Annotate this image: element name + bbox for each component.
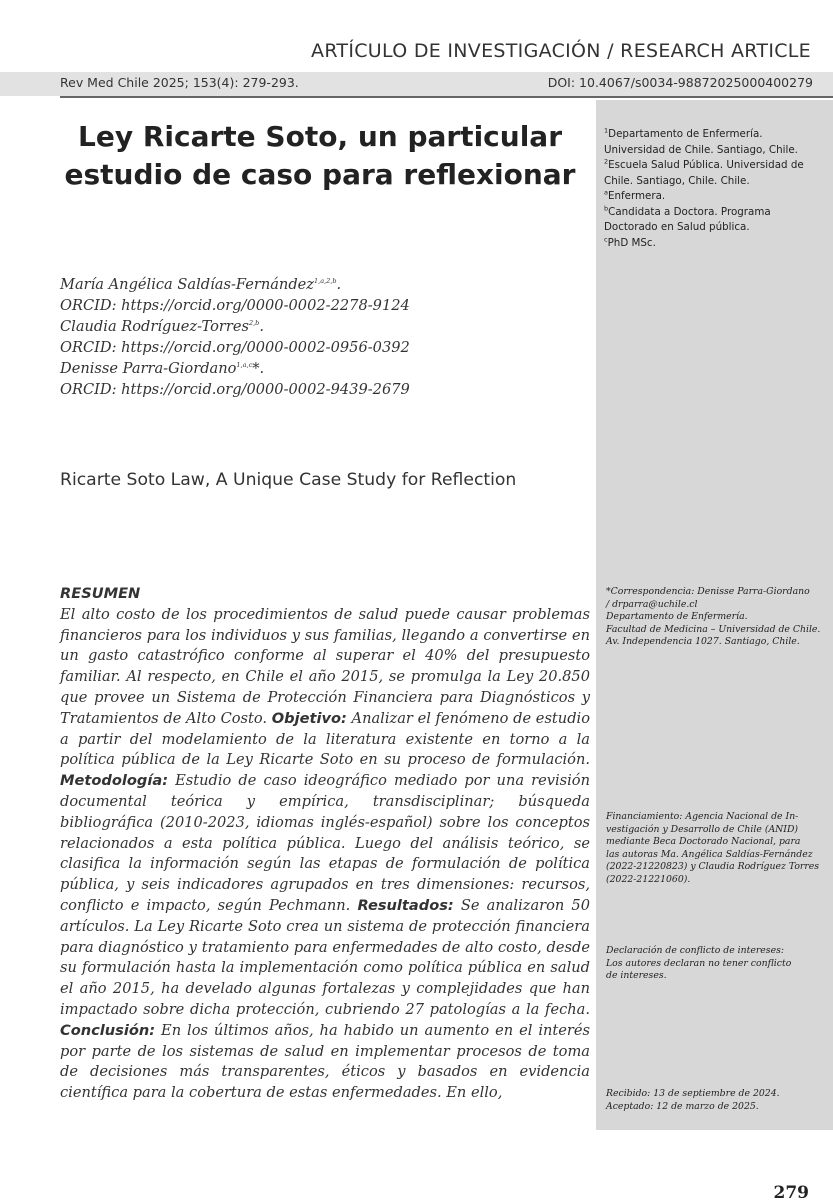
abstract-body: El alto costo de los procedimientos de salud puede causar problemas financieros para los individuos y sus familias, llegando a convertirse en un gasto catastrófico conforme al superar el 40% del presupuesto familiar. Al respecto, en Chile el año 2015, se promulga la Ley 20.850 que provee un Sistema de Protección Financiera para Diagnósticos y Tratamientos de Alto Costo. Objetivo: Analizar el fenómeno de estudio a partir del modelamiento de la literatura existente en torno a la política pública de la Ley Ricarte Soto en su proceso de formulación. Metodología: Estudio de caso ideográfico mediado por una revisión documental teórica y empírica, transdisciplinar; búsqueda bibliográfica (2010-2023, idiomas inglés-español) sobre los conceptos relacionados a esta política pública. Luego del análisis teórico, se clasifica la información según las etapas de formulación de política pública, y seis indicadores agrupados en tres dimensiones: recursos, conflicto e impacto, según Pechmann. Resultados: Se analizaron 50 artículos. La Ley Ricarte Soto crea un sistema de protección financiera para diagnóstico y tratamiento para enfermedades de alto costo, desde su formulación hasta la implementación como política pública en salud el año 2015, ha develado algunas fortalezas y complejidades que han impactado sobre dicha protección, cubriendo 27 patologías a la fecha. Conclusión: En los últimos años, ha habido un aumento en el interés por parte de los sistemas de salud en implementar procesos de toma de decisiones más transparentes, éticos y basados en evidencia científica para la cobertura de estas enfermedades. En ello,: [60, 605, 590, 1102]
email-link[interactable]: / drparra@uchile.cl: [606, 598, 698, 610]
affiliation-line: Universidad de Chile. Santiago, Chile.: [604, 143, 798, 156]
affiliation-line: $^2$Escuela Salud Pública. Universidad de: [604, 157, 804, 171]
affiliation-line: $^b$Candidata a Doctora. Programa: [604, 204, 771, 218]
orcid-link[interactable]: ORCID: https://orcid.org/0000-0002-0956-0392: [60, 339, 410, 356]
correspondence-note: *Correspondencia: Denisse Parra-Giordano / drparra@uchile.cl Departamento de Enfermería. Facultad de Medicina – Universidad de Chile. Av. Independencia 1027. Santiago, Chile.: [606, 586, 821, 647]
doi-link[interactable]: DOI: 10.4067/s0034-98872025000400279: [547, 75, 813, 90]
orcid-link[interactable]: ORCID: https://orcid.org/0000-0002-9439-2679: [60, 381, 410, 398]
affiliation-line: $^1$Departamento de Enfermería.: [604, 126, 763, 140]
title-line-1: Ley Ricarte Soto, un particular: [78, 120, 562, 153]
page-number: 279: [773, 1183, 809, 1203]
objective-label: Objetivo:: [271, 709, 347, 727]
affiliation-line: Doctorado en Salud pública.: [604, 221, 750, 233]
affiliation-line: $^a$Enfermera.: [604, 188, 666, 202]
abstract: [60, 584, 590, 1104]
results-label: Resultados:: [357, 896, 454, 914]
author-list: [60, 274, 410, 400]
header-divider: [60, 96, 833, 98]
method-label: Metodología:: [60, 772, 169, 790]
affiliation-line: $^c$PhD MSc.: [604, 235, 656, 249]
received-accepted-dates: Recibido: 13 de septiembre de 2024. Aceptado: 12 de marzo de 2025.: [606, 1088, 780, 1112]
article-type-header: ARTÍCULO DE INVESTIGACIÓN / RESEARCH ARTICLE: [311, 40, 811, 62]
conflict-of-interest-note: Declaración de conflicto de intereses: Los autores declaran no tener conflicto de intereses.: [606, 945, 792, 981]
article-title: [60, 118, 580, 194]
affiliations: [604, 127, 810, 251]
author-name: María Angélica Saldías-Fernández$^{1,a,2,b}$.: [60, 276, 342, 293]
orcid-link[interactable]: ORCID: https://orcid.org/0000-0002-2278-9124: [60, 297, 410, 314]
english-title: Ricarte Soto Law, A Unique Case Study for Reflection: [60, 470, 517, 490]
affiliation-line: Chile. Santiago, Chile. Chile.: [604, 174, 750, 187]
author-name: Denisse Parra-Giordano$^{1,a,c}$*.: [60, 360, 265, 377]
conclusion-label: Conclusión:: [60, 1021, 156, 1039]
author-name: Claudia Rodríguez-Torres$^{2,b}$.: [60, 318, 264, 335]
title-line-2: estudio de caso para reflexionar: [64, 158, 576, 191]
abstract-heading: RESUMEN: [60, 585, 141, 602]
funding-note: Financiamiento: Agencia Nacional de In- vestigación y Desarrollo de Chile (ANID) mediante Beca Doctorado Nacional, para las autoras Ma. Angélica Saldías-Fernández (2022-21220823) y Claudia Rodríguez Torres (2022-21221060).: [606, 811, 820, 885]
journal-citation: Rev Med Chile 2025; 153(4): 279-293.: [60, 75, 299, 90]
